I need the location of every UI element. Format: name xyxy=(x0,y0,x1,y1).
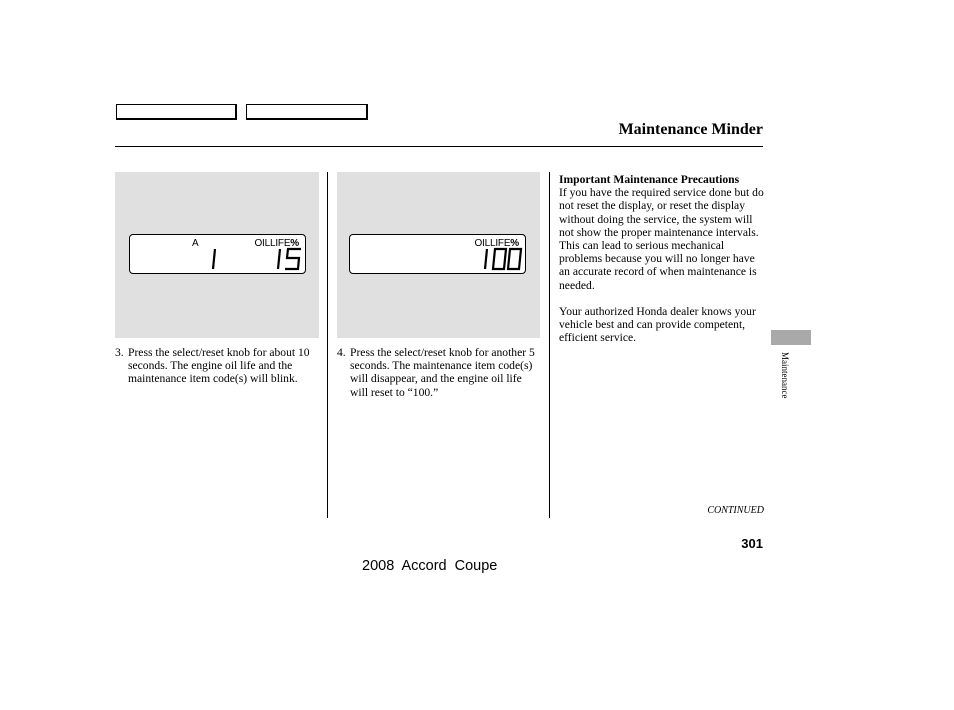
lcd-oil-life-label: OILLIFE% xyxy=(474,238,519,249)
page-number: 301 xyxy=(741,536,763,551)
section-tab xyxy=(771,330,811,345)
figure-panel-2 xyxy=(337,172,540,338)
page-title: Maintenance Minder xyxy=(618,121,763,138)
lcd-oil-life-value xyxy=(482,247,524,271)
column-divider-1 xyxy=(327,172,328,518)
step-number: 3. xyxy=(115,346,124,359)
header-tab-box-2 xyxy=(246,104,368,120)
precautions-heading: Important Maintenance Precautions xyxy=(559,173,740,186)
continued-label: CONTINUED xyxy=(707,505,764,516)
section-tab-label: Maintenance xyxy=(780,352,790,399)
lcd-oil-life-label: OILLIFE% xyxy=(254,238,299,249)
step-text: Press the select/reset knob for another 5 seconds. The maintenance item code(s) will disappear, and the engine oil life will reset to “100.” xyxy=(350,346,535,399)
figure-panel-1 xyxy=(115,172,319,338)
step-3 xyxy=(115,346,315,386)
precautions-paragraph-1: If you have the required service done but do not reset the display, or reset the display without doing the service, the system will not show the proper maintenance intervals. This can lead to serious mechanical problems because you will no longer have an accurate record of when maintenance is needed. xyxy=(559,186,764,292)
precautions-paragraph-2: Your authorized Honda dealer knows your vehicle best and can provide competent, efficient service. xyxy=(559,304,756,345)
step-number: 4. xyxy=(337,346,346,359)
lcd-display-1 xyxy=(129,234,306,274)
header-tab-box-1 xyxy=(116,104,237,120)
step-text: Press the select/reset knob for about 10 seconds. The engine oil life and the maintenance item code(s) will blink. xyxy=(128,346,310,386)
lcd-display-2 xyxy=(349,234,526,274)
column-divider-2 xyxy=(549,172,550,518)
step-4 xyxy=(337,346,537,399)
header-rule xyxy=(115,146,763,147)
footer-model: 2008 Accord Coupe xyxy=(362,558,498,574)
lcd-oil-life-value xyxy=(274,247,304,271)
precautions-section xyxy=(559,173,764,344)
lcd-maintenance-code xyxy=(206,247,220,271)
lcd-mode-letter: A xyxy=(192,238,199,249)
